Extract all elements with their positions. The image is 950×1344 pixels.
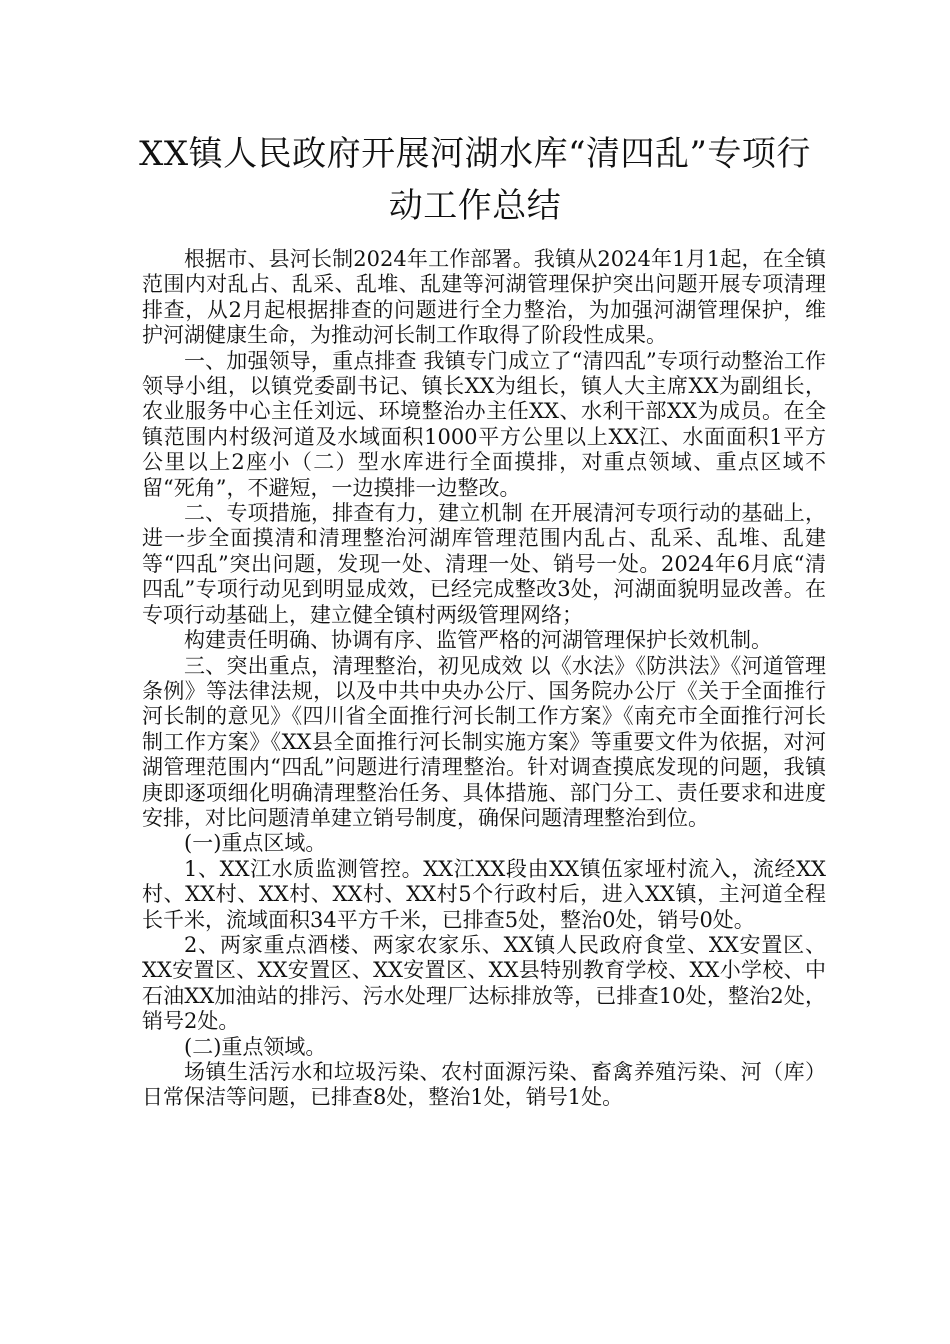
document-body: [142, 247, 826, 1111]
paragraph-section-2: 二、专项措施，排查有力，建立机制 在开展清河专项行动的基础上，进一步全面摸清和清理整治河湖库管理范围内乱占、乱采、乱堆、乱建等“四乱”突出问题，发现一处、清理一处、销号一处。2024年6月底“清四乱”专项行动见到明显成效，已经完成整改3处，河湖面貌明显改善。在专项行动基础上，建立健全镇村两级管理网络；: [142, 501, 826, 627]
paragraph-item-2: 2、两家重点酒楼、两家农家乐、XX镇人民政府食堂、XX安置区、XX安置区、XX安置区、XX安置区、XX县特别教育学校、XX小学校、中石油XX加油站的排污、污水处理厂达标排放等，已排查10处，整治2处，销号2处。: [142, 932, 826, 1034]
paragraph-section-3: 三、突出重点，清理整治，初见成效 以《水法》《防洪法》《河道管理条例》等法律法规，以及中共中央办公厅、国务院办公厅《关于全面推行河长制的意见》《四川省全面推行河长制工作方案》《南充市全面推行河长制工作方案》《XX县全面推行河长制实施方案》等重要文件为依据，对河湖管理范围内“四乱”问题进行清理整治。针对调查摸底发现的问题，我镇庚即逐项细化明确清理整治任务、具体措施、部门分工、责任要求和进度安排，对比问题清单建立销号制度，确保问题清理整治到位。: [142, 653, 826, 830]
paragraph-intro: 根据市、县河长制2024年工作部署。我镇从2024年1月1起，在全镇范围内对乱占、乱采、乱堆、乱建等河湖管理保护突出问题开展专项清理排查，从2月起根据排查的问题进行全力整治，为加强河湖管理保护，维护河湖健康生命，为推动河长制工作取得了阶段性成果。: [142, 247, 826, 348]
paragraph-key-fields: 场镇生活污水和垃圾污染、农村面源污染、畜禽养殖污染、河（库）日常保洁等问题，已排查8处，整治1处，销号1处。: [142, 1060, 826, 1110]
subheading-key-fields: (二)重点领域。: [184, 1034, 327, 1059]
paragraph-item-1: 1、XX江水质监测管控。XX江XX段由XX镇伍家垭村流入，流经XX村、XX村、XX村、XX村、XX村5个行政村后，进入XX镇，主河道全程长千米，流域面积34平方千米，已排查5处，整治0处，销号0处。: [142, 856, 826, 932]
document-title: XX镇人民政府开展河湖水库“清四乱”专项行动工作总结: [139, 134, 811, 226]
paragraph-section-1: 一、加强领导，重点排查 我镇专门成立了“清四乱”专项行动整治工作领导小组，以镇党委副书记、镇长XX为组长，镇人大主席XX为副组长，农业服务中心主任刘远、环境整治办主任XX、水利干部XX为成员。在全镇范围内村级河道及水域面积1000平方公里以上XX江、水面面积1平方公里以上2座小（二）型水库进行全面摸排，对重点领域、重点区域不留“死角”，不避短，一边摸排一边整改。: [142, 348, 826, 500]
subheading-key-areas: (一)重点区域。: [184, 831, 327, 856]
paragraph-mechanism: 构建责任明确、协调有序、监管严格的河湖管理保护长效机制。: [184, 628, 772, 653]
